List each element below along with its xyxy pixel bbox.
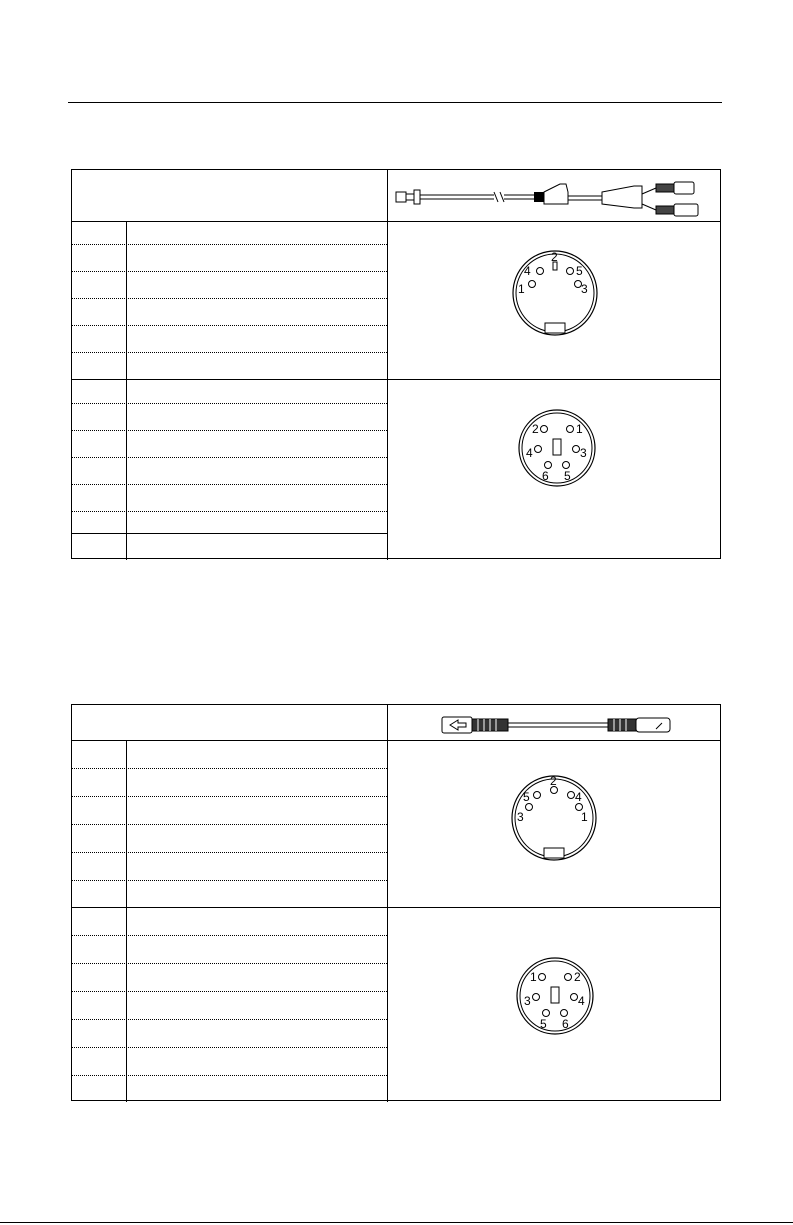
pin-label: 5 [523,790,530,804]
pin-label: 1 [576,422,583,436]
pinout-table-1 [71,169,721,559]
mini-din-6-pin-connector [516,407,598,489]
pin-label: 5 [564,469,571,483]
straight-cable-illustration [440,715,680,735]
row-divider [72,1075,387,1076]
pin-label: 3 [524,994,531,1008]
y-cable-illustration [394,180,714,216]
pin-label: 2 [532,422,539,436]
row-divider [72,1047,387,1048]
row-divider [72,796,387,797]
header-bottom-line [72,221,720,222]
pin-label: 6 [562,1017,569,1031]
footer-rule [0,1222,793,1223]
row-divider [72,430,387,431]
row-divider [72,963,387,964]
row-divider [72,991,387,992]
row-divider [72,768,387,769]
row-divider [72,511,387,512]
din-5-pin-connector [509,773,599,863]
column-divider [387,705,388,1102]
header-rule [68,102,722,103]
pinout-table-2 [71,704,721,1101]
row-divider [72,271,387,272]
pin-label: 2 [550,774,557,788]
pin-label: 1 [518,282,525,296]
row-divider [72,484,387,485]
pin-label: 5 [576,264,583,278]
section-divider [72,379,720,380]
din-5-pin-connector [510,248,600,338]
pin-label: 2 [551,250,558,264]
column-divider [387,170,388,560]
row-divider [72,935,387,936]
row-divider [72,852,387,853]
mini-din-6-pin-connector [514,955,596,1037]
pin-label: 4 [524,264,531,278]
row-divider [72,880,387,881]
pin-label: 6 [542,469,549,483]
row-divider [72,244,387,245]
pin-label: 4 [578,994,585,1008]
row-divider [72,457,387,458]
row-divider [72,824,387,825]
row-divider [72,1019,387,1020]
pin-label: 2 [574,970,581,984]
pin-label: 4 [526,446,533,460]
pin-label: 5 [540,1017,547,1031]
pin-label: 1 [581,810,588,824]
row-divider [72,298,387,299]
pin-label: 3 [517,810,524,824]
section-divider [72,907,720,908]
pin-label: 4 [575,790,582,804]
pin-label: 3 [580,446,587,460]
row-divider [72,533,387,534]
pin-label: 1 [530,970,537,984]
header-bottom-line [72,740,720,741]
row-divider [72,325,387,326]
row-divider [72,352,387,353]
pin-label: 3 [581,282,588,296]
row-divider [72,403,387,404]
pin-column-divider [126,222,127,560]
